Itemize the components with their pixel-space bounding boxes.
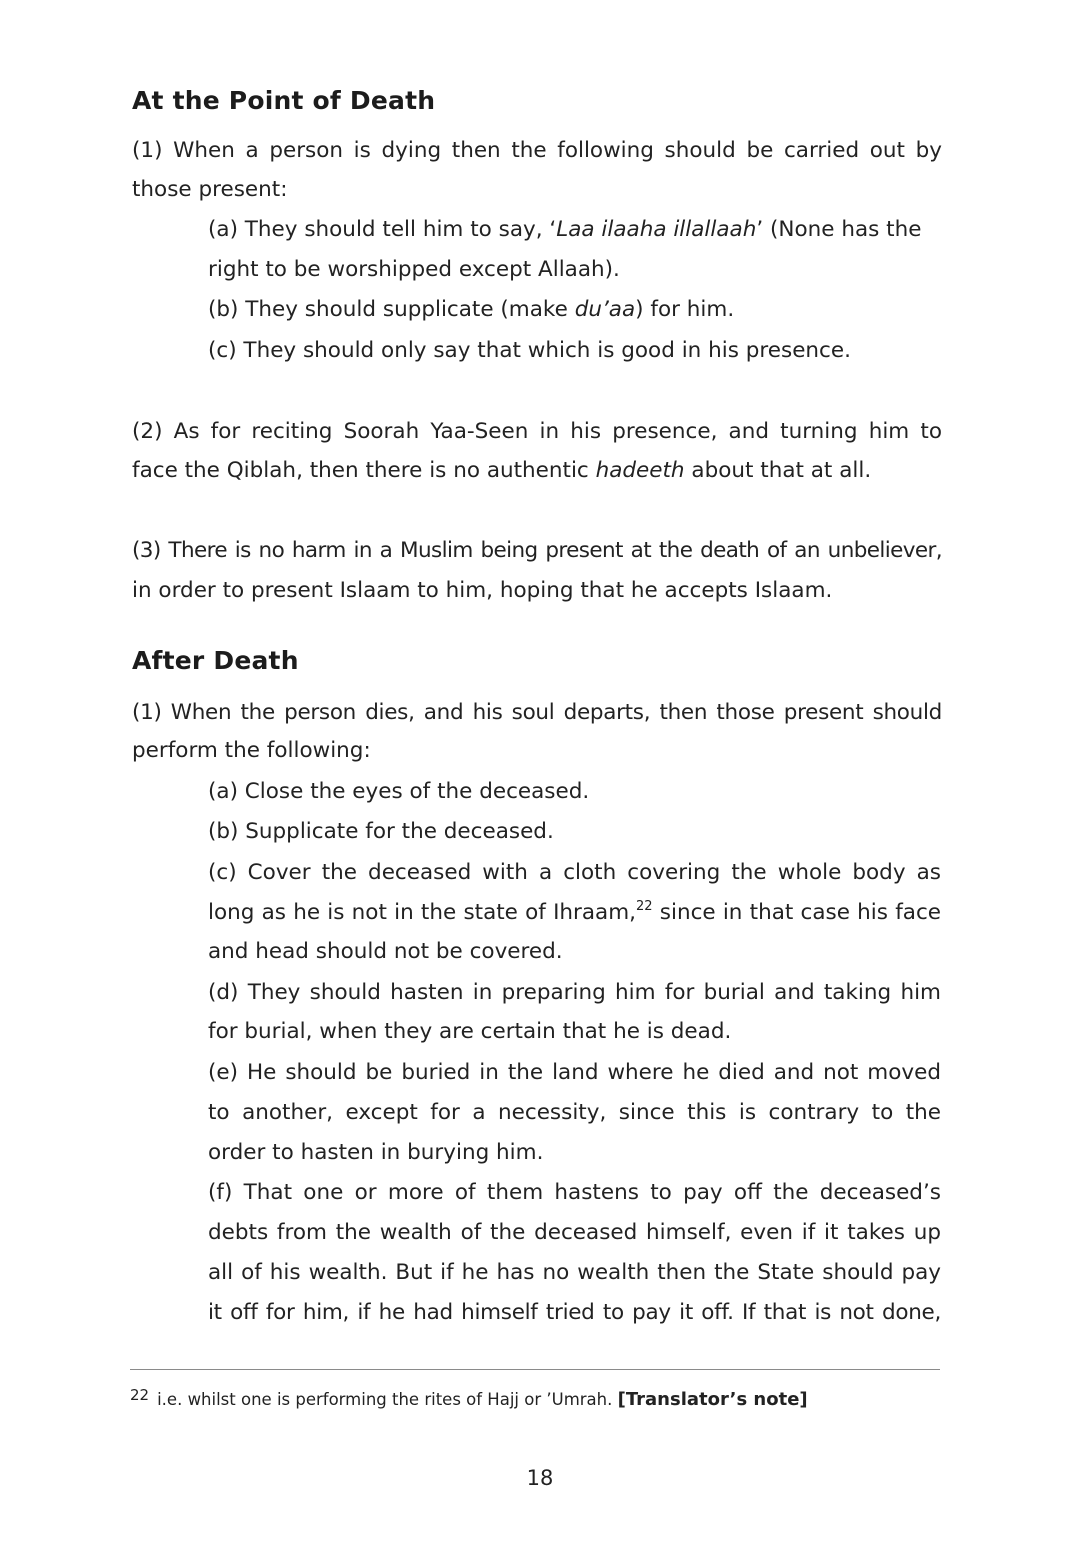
item-c-text: long as he is not in the state of Ihraam, (208, 900, 636, 925)
after-death-item-e-line-2: to another, except for a necessity, since this is contrary to the (208, 1100, 941, 1125)
after-death-item-f-line-1: (f) That one or more of them hastens to pay off the deceased’s (208, 1180, 941, 1205)
footnote-divider (130, 1369, 940, 1370)
footnote-number: 22 (130, 1386, 150, 1404)
footnote-reference[interactable]: 22 (636, 899, 653, 914)
list-item-b-transliteration: du’aa (574, 297, 636, 322)
paragraph-1-line-1: (1) When a person is dying then the following should be carried out by (132, 138, 942, 163)
section-heading-point-of-death: At the Point of Death (132, 86, 436, 115)
translator-note-label: [Translator’s note] (617, 1389, 808, 1410)
paragraph-3-line-1: (3) There is no harm in a Muslim being present at the death of an unbeliever, (132, 538, 942, 563)
after-death-paragraph-1-line-1: (1) When the person dies, and his soul departs, then those present should (132, 700, 942, 725)
after-death-item-d-line-1: (d) They should hasten in preparing him for burial and taking him (208, 980, 941, 1005)
footnote (130, 1386, 808, 1410)
after-death-item-e-line-3: order to hasten in burying him. (208, 1140, 544, 1165)
page-number: 18 (526, 1466, 554, 1490)
after-death-item-c-line-2 (208, 899, 941, 925)
after-death-item-c-line-3: and head should not be covered. (208, 939, 563, 964)
after-death-item-e-line-1: (e) He should be buried in the land where he died and not moved (208, 1060, 941, 1085)
after-death-item-b: (b) Supplicate for the deceased. (208, 819, 554, 844)
paragraph-3-line-2: in order to present Islaam to him, hoping that he accepts Islaam. (132, 578, 833, 603)
list-item-b (208, 299, 734, 321)
paragraph-2-italic-term: hadeeth (595, 458, 685, 483)
list-item-a-transliteration: Laa ilaaha illallaah (556, 217, 757, 242)
section-heading-after-death: After Death (132, 646, 299, 675)
paragraph-2-text: face the Qiblah, then there is no authentic (132, 458, 596, 483)
after-death-item-f-line-3: all of his wealth. But if he has no wealth then the State should pay (208, 1260, 941, 1285)
item-c-text-end: since in that case his face (652, 900, 941, 925)
list-item-a-text: (a) They should tell him to say, ‘ (208, 217, 557, 242)
after-death-item-f-line-2: debts from the wealth of the deceased himself, even if it takes up (208, 1220, 941, 1245)
after-death-item-d-line-2: for burial, when they are certain that he is dead. (208, 1019, 732, 1044)
after-death-item-f-line-4: it off for him, if he had himself tried to pay it off. If that is not done, (208, 1300, 941, 1325)
paragraph-2-line-1: (2) As for reciting Soorah Yaa-Seen in his presence, and turning him to (132, 419, 942, 444)
list-item-c: (c) They should only say that which is good in his presence. (208, 338, 851, 363)
after-death-item-a: (a) Close the eyes of the deceased. (208, 779, 590, 804)
paragraph-2-text-end: about that at all. (684, 458, 872, 483)
list-item-b-text: (b) They should supplicate (make (208, 297, 575, 322)
footnote-text: i.e. whilst one is performing the rites of Hajj or ’Umrah. (157, 1390, 618, 1409)
list-item-b-text-end: ) for him. (635, 297, 735, 322)
paragraph-2-line-2 (132, 460, 871, 482)
after-death-item-c-line-1: (c) Cover the deceased with a cloth covering the whole body as (208, 860, 941, 885)
list-item-a-line-2: right to be worshipped except Allaah). (208, 257, 620, 282)
after-death-paragraph-1-line-2: perform the following: (132, 738, 371, 763)
list-item-a-text-end: ’ (None has the (756, 217, 922, 242)
paragraph-1-line-2: those present: (132, 177, 288, 202)
list-item-a-line-1 (208, 219, 921, 241)
